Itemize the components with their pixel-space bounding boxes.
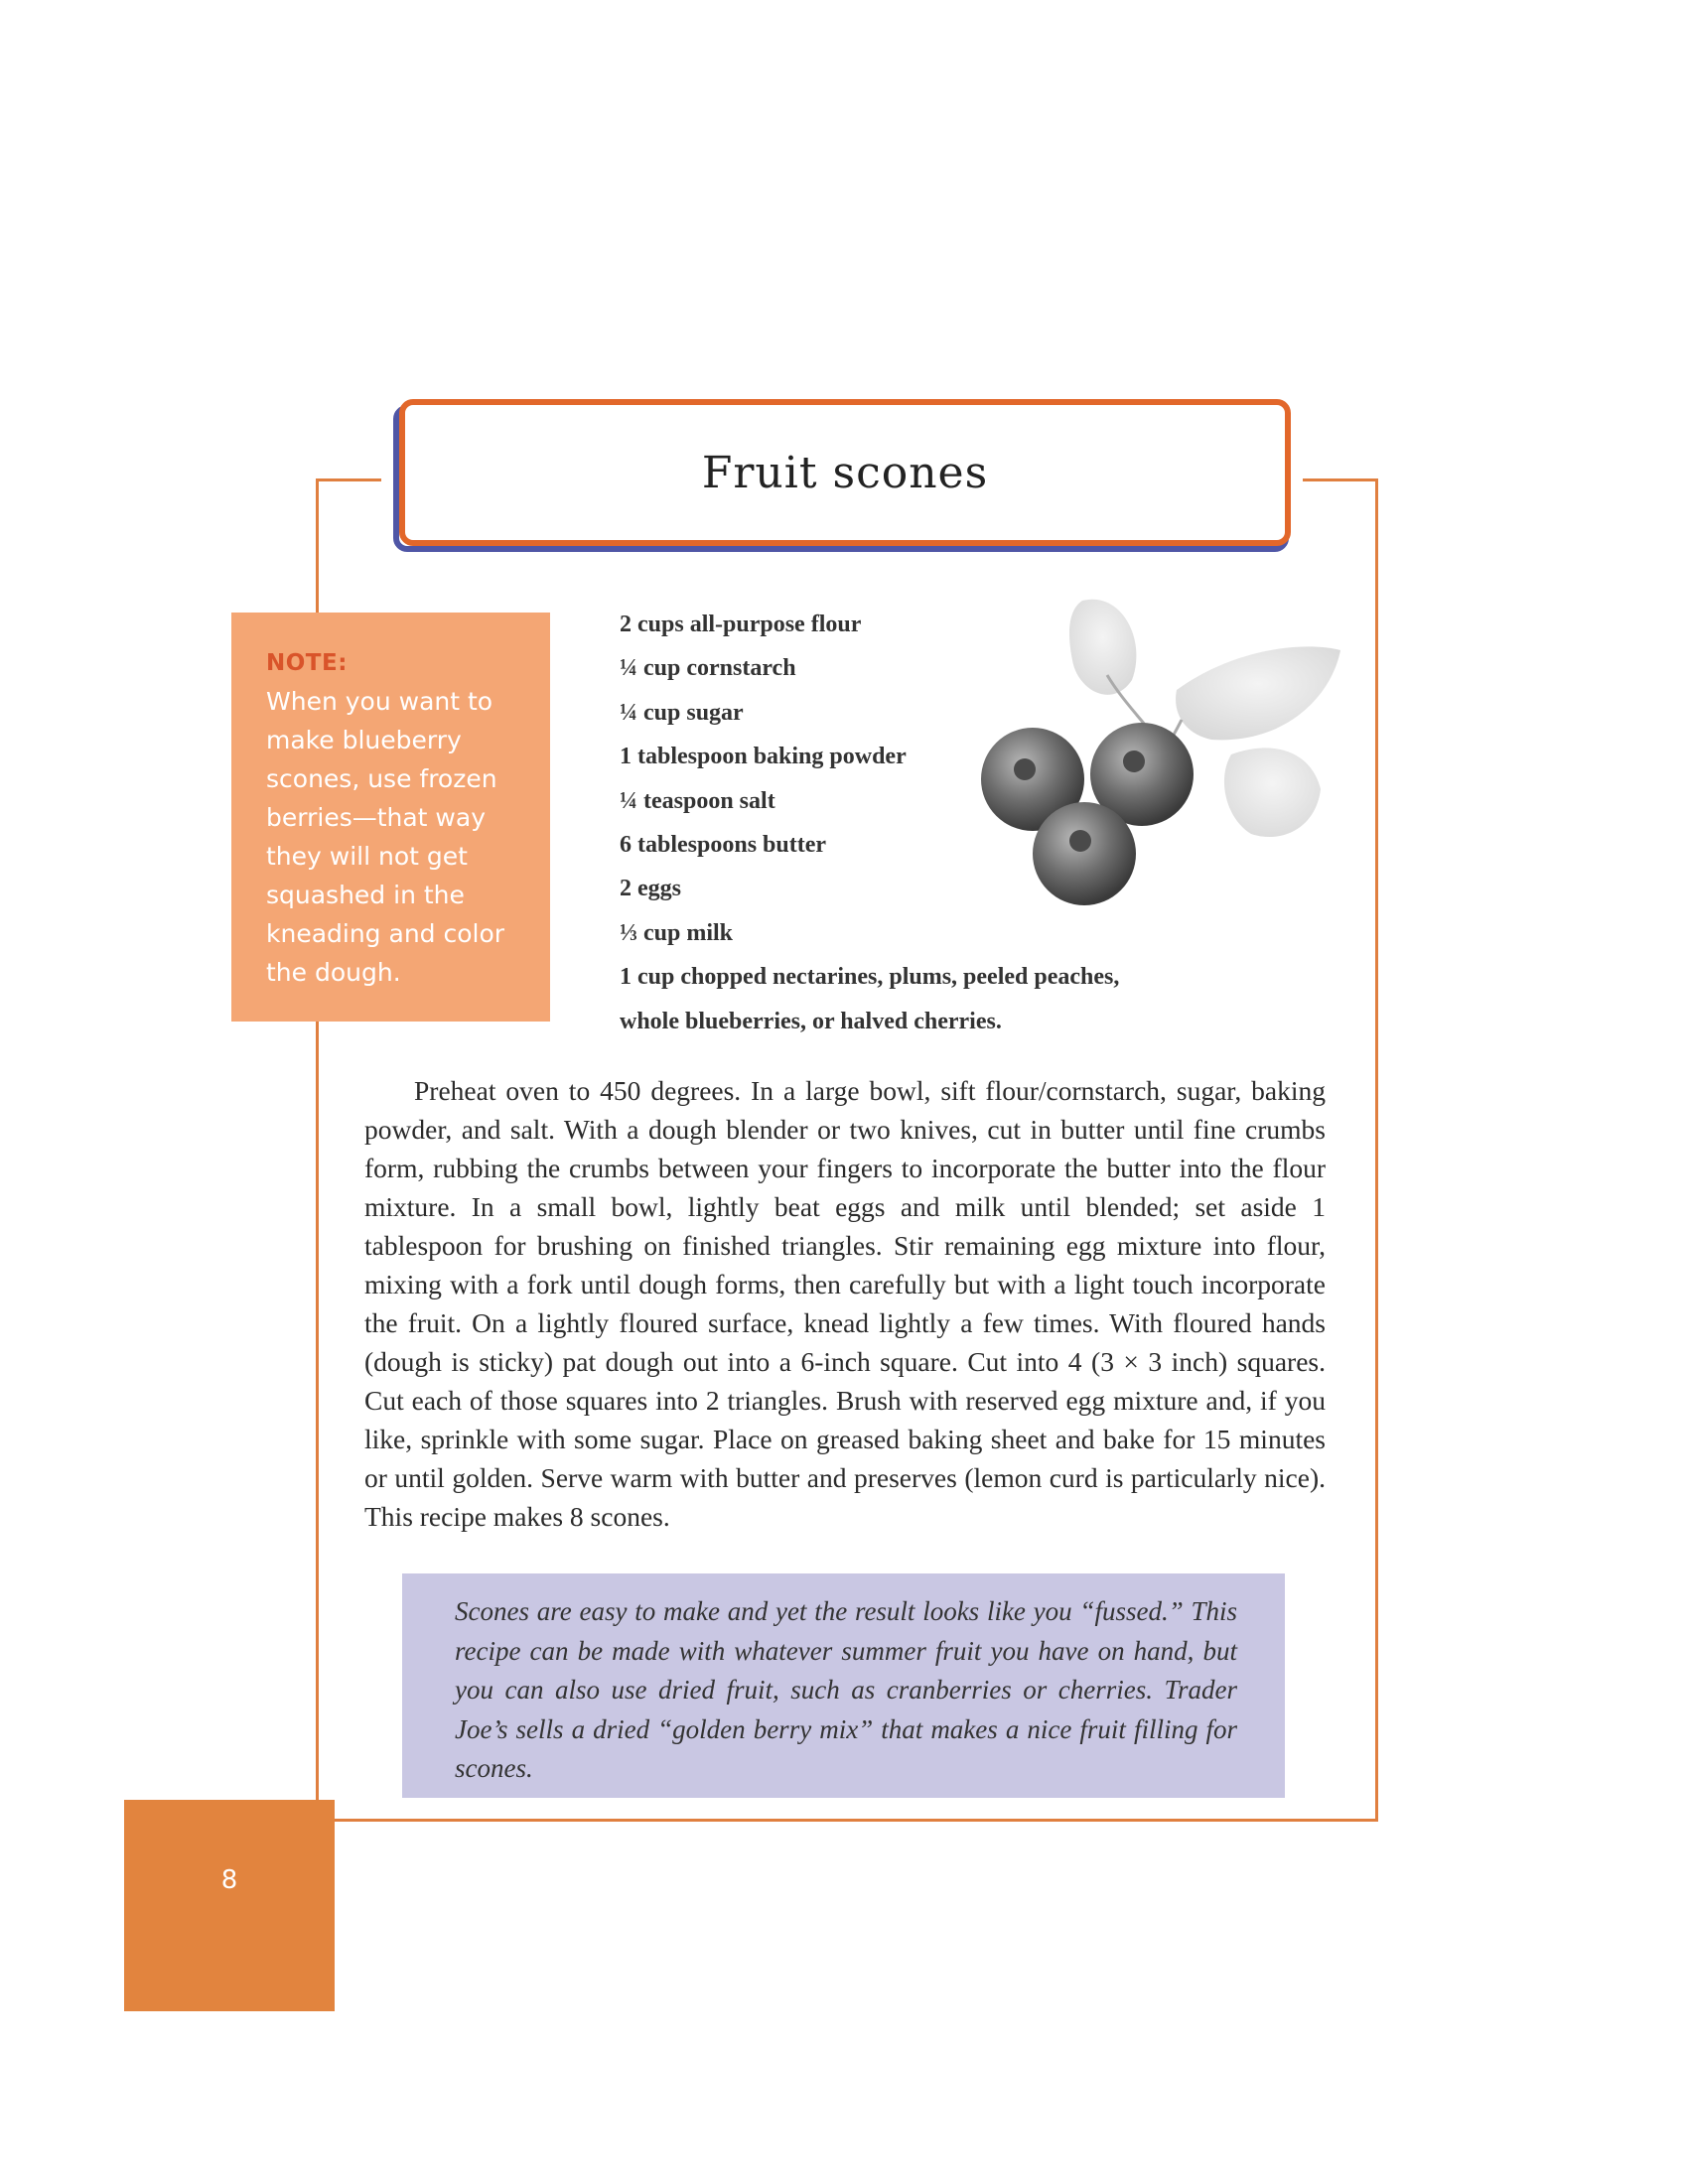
ingredient-item: whole blueberries, or halved cherries. — [620, 1008, 1002, 1034]
page-number-tab — [124, 1800, 335, 2011]
title-box — [399, 399, 1291, 546]
ingredient-item: ¼ teaspoon salt — [620, 787, 775, 814]
page-number: 8 — [220, 1865, 238, 1895]
recipe-title: Fruit scones — [701, 447, 989, 498]
ingredient-item: ⅓ cup milk — [620, 919, 734, 946]
ingredient-item: 1 tablespoon baking powder — [620, 744, 907, 770]
tip-box — [402, 1573, 1285, 1798]
method-paragraph: Preheat oven to 450 degrees. In a large bowl, sift flour/cornstarch, sugar, baking powder, and salt. With a dough blender or two knives, cut in butter until fine crumbs form, rubbing the crumbs between your fingers to incorporate the butter into the flour mixture. In a small bowl, lightly beat eggs and milk until blended; set aside 1 tablespoon for brushing on finished triangles. Stir remaining egg mixture into flour, mixing with a fork until dough forms, then carefully but with a light touch incorporate the fruit. On a lightly floured surface, knead lightly a few times. With floured hands (dough is sticky) pat dough out into a 6-inch square. Cut into 4 (3 × 3 inch) squares. Cut each of those squares into 2 triangles. Brush with reserved egg mixture and, if you like, sprinkle with some sugar. Place on greased baking sheet and bake for 15 minutes or until golden. Serve warm with butter and preserves (lemon curd is particularly nice). This recipe makes 8 scones. — [364, 1075, 1326, 1532]
ingredient-item: 2 cups all-purpose flour — [620, 612, 862, 637]
ingredient-item: 6 tablespoons butter — [620, 831, 827, 858]
note-label: NOTE: — [266, 650, 348, 676]
ingredient-item: ¼ cup cornstarch — [620, 655, 796, 682]
ingredient-item: 2 eggs — [620, 876, 681, 902]
note-text: When you want to make blueberry scones, use frozen berries—that way they will not get squashed in the kneading and color the dough. — [266, 687, 505, 987]
note-box — [231, 613, 550, 1022]
frame-top-right-rule — [1303, 478, 1375, 481]
blueberries-illustration — [973, 581, 1350, 928]
frame-top-left-rule — [316, 478, 381, 481]
ingredient-item: ¼ cup sugar — [620, 699, 744, 726]
tip-text: Scones are easy to make and yet the result looks like you “fussed.” This recipe can be made with whatever summer fruit you have on hand, but you can also use dried fruit, such as cranberries or cherries. Trader Joe’s sells a dried “golden berry mix” that makes a nice fruit filling for scones. — [455, 1596, 1237, 1783]
ingredient-item: 1 cup chopped nectarines, plums, peeled peaches, — [620, 964, 1120, 991]
